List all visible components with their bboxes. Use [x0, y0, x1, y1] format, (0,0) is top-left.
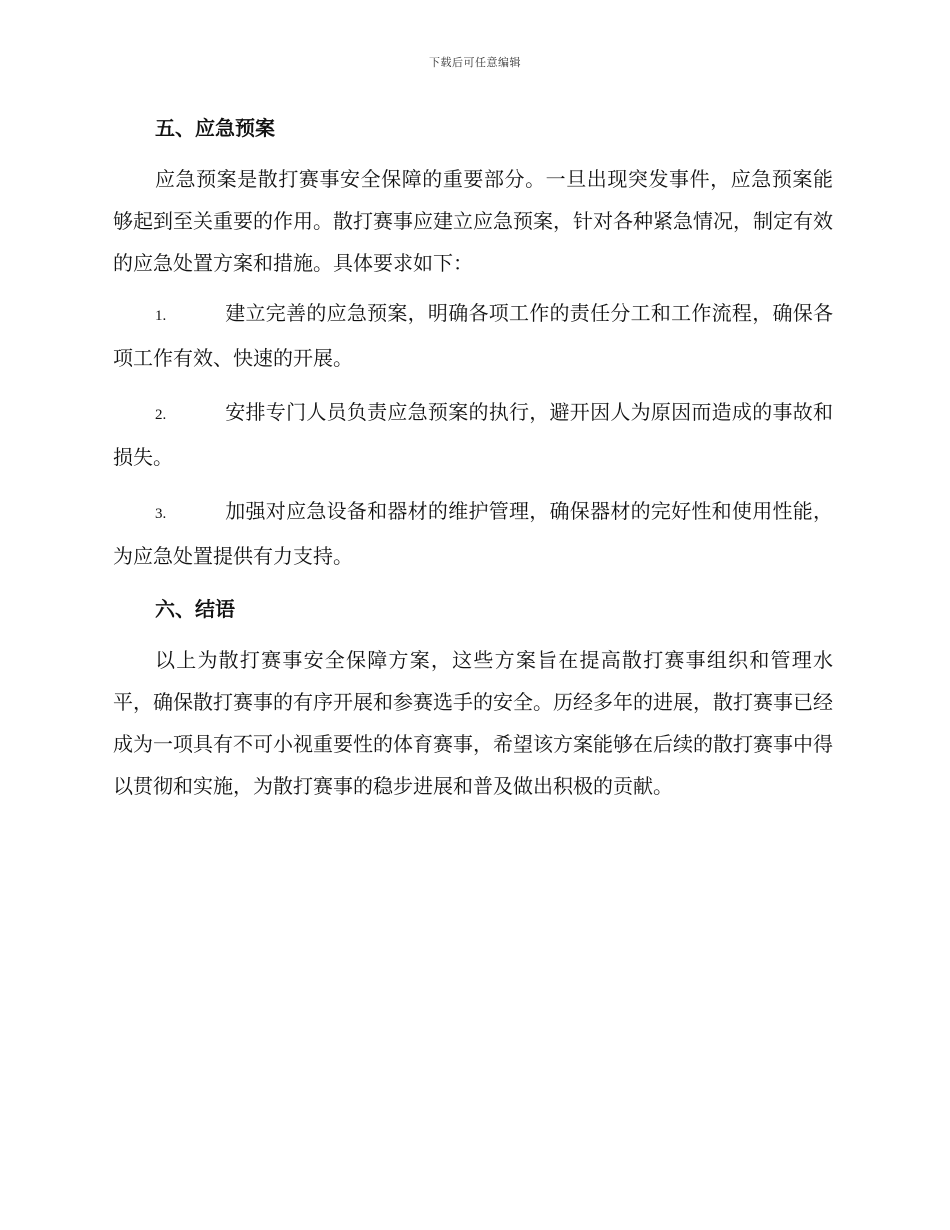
list-item — [113, 292, 833, 379]
list-item — [113, 391, 833, 478]
section-emergency-plan — [113, 108, 833, 577]
list-number: 3. — [155, 506, 167, 522]
document-body — [113, 108, 833, 815]
list-item — [113, 490, 833, 577]
list-number: 1. — [155, 308, 167, 324]
list-number: 2. — [155, 407, 167, 423]
section-paragraph: 以上为散打赛事安全保障方案，这些方案旨在提高散打赛事组织和管理水平，确保散打赛事的有序开展和参赛选手的安全。历经多年的进展，散打赛事已经成为一项具有不可小视重要性的体育赛事，希望该方案能够在后续的散打赛事中得以贯彻和实施，为散打赛事的稳步进展和普及做出积极的贡献。 — [113, 648, 833, 798]
section-conclusion — [113, 589, 833, 807]
header-note: 下载后可任意编辑 — [429, 56, 521, 69]
list-item-text: 加强对应急设备和器材的维护管理，确保器材的完好性和使用性能，为应急处置提供有力支持。 — [113, 499, 833, 568]
section-heading: 六、结语 — [155, 597, 235, 621]
list-item-text: 安排专门人员负责应急预案的执行，避开因人为原因而造成的事故和损失。 — [113, 400, 833, 469]
section-heading: 五、应急预案 — [155, 116, 275, 140]
section-paragraph: 应急预案是散打赛事安全保障的重要部分。一旦出现突发事件，应急预案能够起到至关重要的作用。散打赛事应建立应急预案，针对各种紧急情况，制定有效的应急处置方案和措施。具体要求如下： — [113, 167, 833, 275]
list-item-text: 建立完善的应急预案，明确各项工作的责任分工和工作流程，确保各项工作有效、快速的开展。 — [113, 301, 833, 370]
